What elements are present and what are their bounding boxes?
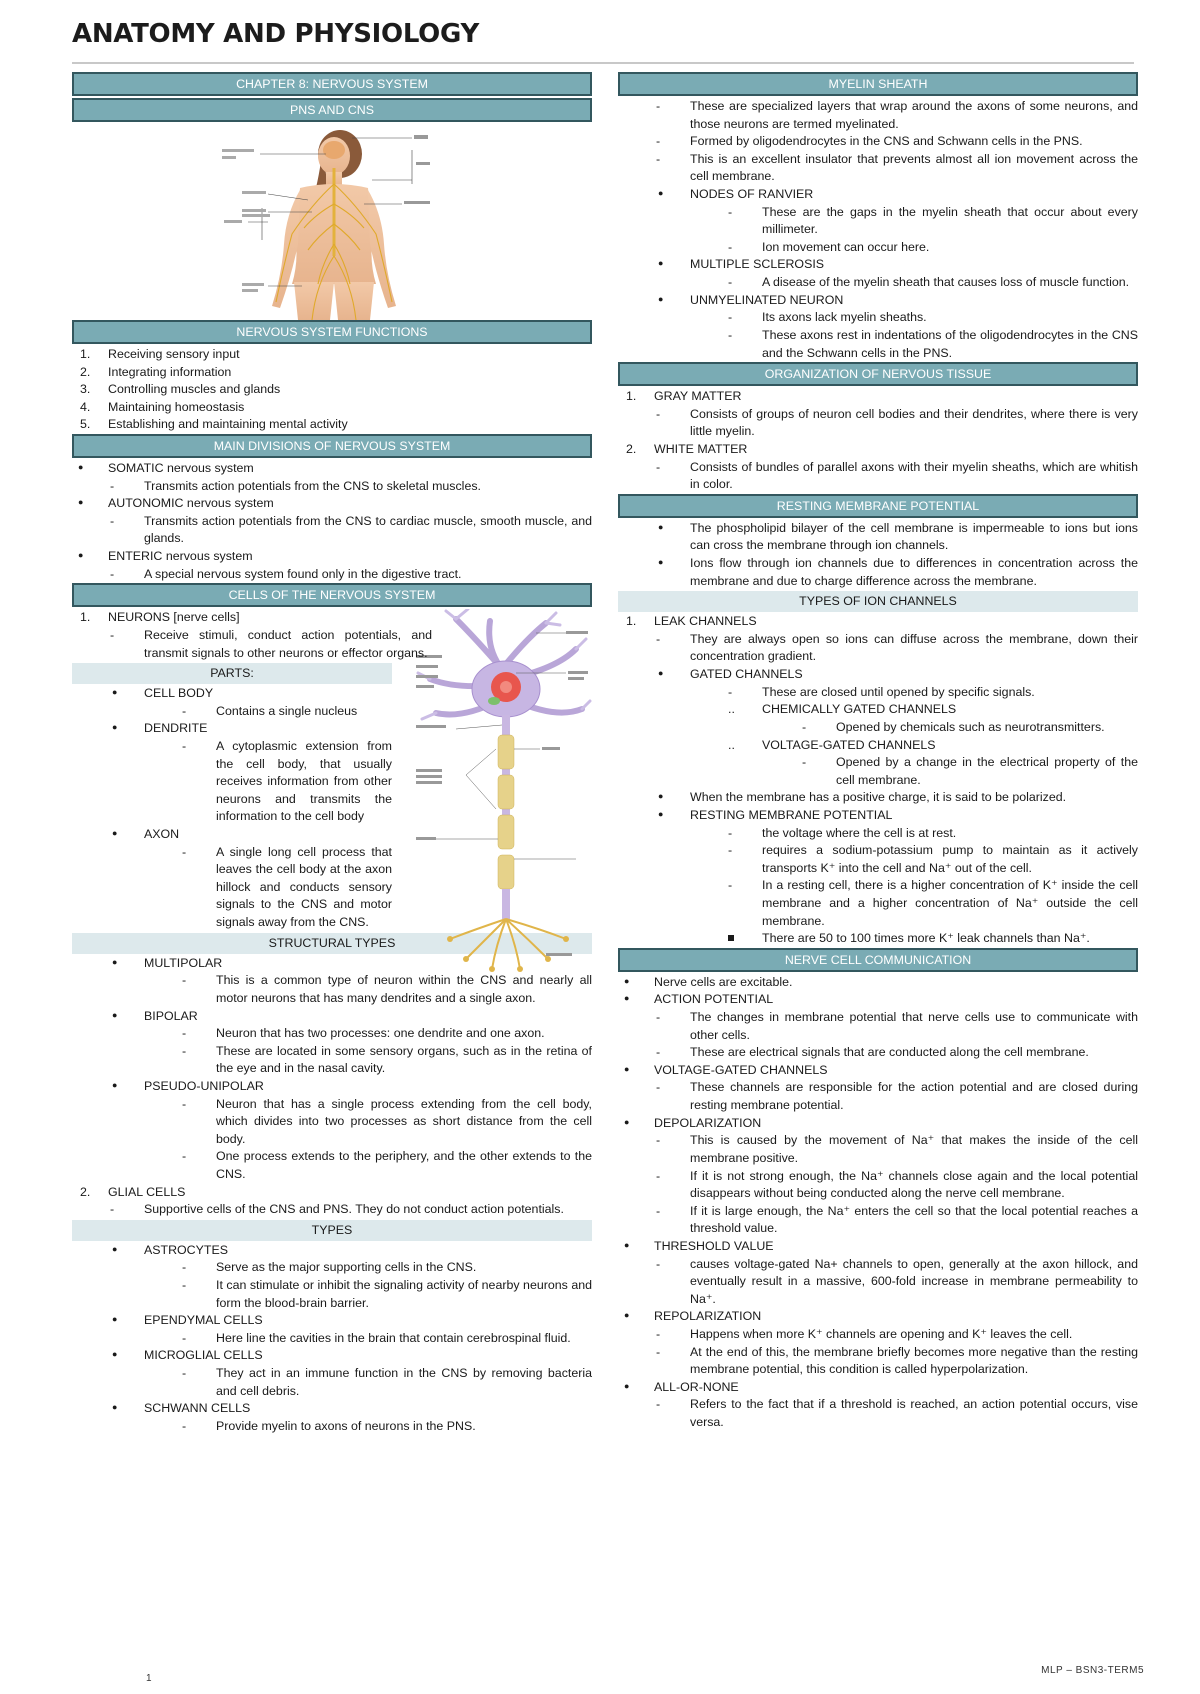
list-item (618, 151, 1138, 186)
list-text: Opened by a change in the electrical property of the cell membrane. (836, 755, 1138, 787)
list-number: 4. (80, 399, 91, 414)
list-item (618, 1379, 1138, 1397)
list-text: This is caused by the movement of Na⁺ that makes the inside of the cell membrane positive. (690, 1133, 1138, 1165)
list-text: Consists of bundles of parallel axons with their myelin sheaths, which are whitish in color. (690, 459, 1138, 492)
list-item (72, 703, 592, 721)
nervous-system-diagram (72, 124, 592, 320)
dash-icon: - (656, 1256, 661, 1271)
list-item (618, 309, 1138, 327)
list-item (618, 406, 1138, 441)
title-rule (72, 62, 1134, 64)
list-item (72, 1148, 592, 1183)
dash-icon: - (656, 1168, 661, 1183)
dash-icon: - (110, 1202, 115, 1217)
list-text: These are specialized layers that wrap around the axons of some neurons, and those neurons are termed myelinated. (690, 99, 1138, 131)
list-item (72, 1184, 592, 1202)
list-item (72, 381, 592, 399)
list-item (618, 684, 1138, 702)
dash-icon: - (656, 406, 661, 421)
pns-cns-header: PNS AND CNS (72, 98, 592, 122)
list-item (618, 631, 1138, 666)
list-item (72, 1347, 592, 1365)
dash-icon: - (728, 310, 733, 325)
types-header: TYPES (72, 1220, 592, 1241)
dash-icon: - (182, 1418, 187, 1433)
list-item (72, 1078, 592, 1096)
right-column (618, 72, 1138, 1432)
list-text: requires a sodium-potassium pump to maintain as it actively transports K⁺ into the cell and Na⁺ out of the cell. (762, 843, 1138, 875)
bullet-icon: ● (658, 258, 664, 269)
list-item (618, 555, 1138, 590)
list-item (72, 566, 592, 584)
dots-icon: .. (728, 702, 735, 717)
list-text: These are located in some sensory organs, such as in the retina of the eye and in the nasal cavity. (216, 1043, 592, 1076)
bullet-icon: ● (112, 722, 118, 733)
list-text: Opened by chemicals such as neurotransmitters. (836, 719, 1105, 734)
list-text: When the membrane has a positive charge, it is said to be polarized. (690, 790, 1067, 805)
dash-icon: - (182, 1096, 187, 1111)
list-text: A single long cell process that leaves the cell body at the axon hillock and conducts sensory signals to the CNS and motor signals away from the CNS. (216, 844, 392, 930)
list-item (618, 1396, 1138, 1431)
list-text: NODES OF RANVIER (690, 187, 814, 202)
bullet-icon: ● (112, 828, 118, 839)
list-item (72, 1330, 592, 1348)
list-text: Contains a single nucleus (216, 703, 358, 718)
bullet-icon: ● (112, 956, 118, 967)
bullet-icon: ● (112, 1009, 118, 1020)
list-text: causes voltage-gated Na+ channels to open, generally at the axon hillock, and eventually result in a massive, 600-fold increase in membrane permeability to Na⁺. (690, 1256, 1138, 1306)
list-text: Formed by oligodendrocytes in the CNS and Schwann cells in the PNS. (690, 134, 1083, 149)
list-item (618, 789, 1138, 807)
list-text: VOLTAGE-GATED CHANNELS (762, 737, 936, 752)
list-number: 2. (626, 441, 637, 456)
myelin-header: MYELIN SHEATH (618, 72, 1138, 96)
list-text: These are closed until opened by specific signals. (762, 684, 1035, 699)
list-text: If it is large enough, the Na⁺ enters the cell so that the local potential reaches a threshold value. (690, 1203, 1138, 1236)
list-text: They act in an immune function in the CNS by removing bacteria and cell debris. (216, 1366, 592, 1398)
dash-icon: - (656, 1010, 661, 1025)
list-item (72, 1242, 592, 1260)
list-item (72, 399, 592, 417)
list-item (618, 930, 1138, 948)
list-text: At the end of this, the membrane briefly becomes more negative than the resting membrane potential, this condition is called hyperpolarization. (690, 1344, 1138, 1377)
list-text: These are the gaps in the myelin sheath that occur about every millimeter. (762, 204, 1138, 237)
list-text: These axons rest in indentations of the oligodendrocytes in the CNS and the Schwann cells in the PNS. (762, 327, 1138, 360)
list-item (72, 1096, 592, 1149)
list-item (72, 1025, 592, 1043)
footer-course-code: MLP – BSN3-TERM5 (1041, 1665, 1144, 1676)
dash-icon: - (728, 239, 733, 254)
bullet-icon: ● (658, 521, 664, 532)
list-item (618, 204, 1138, 239)
list-text: Neuron that has two processes: one dendrite and one axon. (216, 1026, 545, 1041)
dash-icon: - (110, 513, 115, 528)
list-item (72, 548, 592, 566)
list-text: Consists of groups of neuron cell bodies and their dendrites, where there is very little myelin. (690, 406, 1138, 439)
page-title: ANATOMY AND PHYSIOLOGY (72, 19, 479, 49)
bullet-icon: ● (112, 1079, 118, 1090)
list-item (72, 1277, 592, 1312)
dash-icon: - (728, 684, 733, 699)
list-text: EPENDYMAL CELLS (144, 1313, 263, 1328)
list-text: There are 50 to 100 times more K⁺ leak channels than Na⁺. (762, 931, 1090, 946)
list-text: This is an excellent insulator that prevents almost all ion movement across the cell membrane. (690, 151, 1138, 184)
list-text: MICROGLIAL CELLS (144, 1348, 263, 1363)
bullet-icon: ● (658, 791, 664, 802)
bullet-icon: ● (78, 550, 84, 561)
list-item (72, 1008, 592, 1026)
list-item (618, 1203, 1138, 1238)
list-item (618, 754, 1138, 789)
list-item (72, 720, 592, 738)
dash-icon: - (182, 1026, 187, 1041)
list-number: 1. (80, 610, 91, 625)
list-text: In a resting cell, there is a higher concentration of K⁺ inside the cell membrane and a higher concentration of Na⁺ outside the cell membrane. (762, 878, 1138, 928)
list-item (72, 1259, 592, 1277)
list-item (618, 1308, 1138, 1326)
list-item (618, 292, 1138, 310)
list-text: Maintaining homeostasis (108, 399, 245, 414)
list-text: VOLTAGE-GATED CHANNELS (654, 1062, 828, 1077)
list-item (618, 1168, 1138, 1203)
list-item (72, 1418, 592, 1436)
functions-list (72, 346, 592, 434)
list-text: One process extends to the periphery, and the other extends to the CNS. (216, 1149, 592, 1181)
list-text: They are always open so ions can diffuse across the membrane, down their concentration gradient. (690, 631, 1138, 664)
bullet-icon: ● (112, 1314, 118, 1325)
list-text: The changes in membrane potential that nerve cells use to communicate with other cells. (690, 1010, 1138, 1042)
list-text: A cytoplasmic extension from the cell body, that usually receives information from other neurons and transmits the information to the cell body (216, 738, 392, 824)
list-item (72, 685, 592, 703)
list-text: Its axons lack myelin sheaths. (762, 310, 927, 325)
dash-icon: - (802, 755, 807, 770)
dots-icon: .. (728, 737, 735, 752)
dash-icon: - (182, 1366, 187, 1381)
list-text: These channels are responsible for the action potential and are closed during resting membrane potential. (690, 1080, 1138, 1113)
bullet-icon: ● (658, 293, 664, 304)
bullet-icon: ● (78, 497, 84, 508)
list-item (72, 495, 592, 513)
list-item (618, 133, 1138, 151)
square-bullet-icon (728, 935, 734, 941)
list-item (618, 1326, 1138, 1344)
list-number: 3. (80, 382, 91, 397)
dash-icon: - (110, 566, 115, 581)
list-item (618, 1256, 1138, 1309)
list-text: the voltage where the cell is at rest. (762, 825, 957, 840)
list-item (72, 478, 592, 496)
list-item (72, 844, 392, 932)
dash-icon: - (728, 204, 733, 219)
list-item (618, 1079, 1138, 1114)
list-text: Ion movement can occur here. (762, 239, 930, 254)
dash-icon: - (728, 843, 733, 858)
list-text: ASTROCYTES (144, 1242, 228, 1257)
list-text: Here line the cavities in the brain that contain cerebrospinal fluid. (216, 1330, 571, 1345)
dash-icon: - (182, 1149, 187, 1164)
list-text: This is a common type of neuron within the CNS and nearly all motor neurons that has many dendrites and a single axon. (216, 973, 592, 1005)
bullet-icon: ● (658, 557, 664, 568)
list-item (618, 520, 1138, 555)
dash-icon: - (656, 631, 661, 646)
list-text: AUTONOMIC nervous system (108, 496, 274, 511)
list-text: REPOLARIZATION (654, 1309, 762, 1324)
list-text: SCHWANN CELLS (144, 1401, 251, 1416)
list-item (618, 388, 1138, 406)
list-text: WHITE MATTER (654, 441, 748, 456)
dash-icon: - (656, 1080, 661, 1095)
bullet-icon: ● (624, 1239, 630, 1250)
list-text: A disease of the myelin sheath that causes loss of muscle function. (762, 275, 1130, 290)
list-text: BIPOLAR (144, 1008, 198, 1023)
list-text: DENDRITE (144, 721, 208, 736)
page-number: 1 (146, 1673, 152, 1684)
list-item (72, 609, 592, 627)
list-text: THRESHOLD VALUE (654, 1238, 774, 1253)
list-number: 1. (626, 389, 637, 404)
list-item (72, 1400, 592, 1418)
dash-icon: - (728, 878, 733, 893)
bullet-icon: ● (658, 808, 664, 819)
list-text: AXON (144, 827, 180, 842)
dash-icon: - (656, 1133, 661, 1148)
bullet-icon: ● (112, 687, 118, 698)
list-item (618, 1062, 1138, 1080)
list-text: Receiving sensory input (108, 347, 240, 361)
list-text: The phospholipid bilayer of the cell membrane is impermeable to ions but ions can cross the membrane through ion channels. (690, 520, 1138, 553)
dash-icon: - (110, 627, 115, 642)
dash-icon: - (182, 738, 187, 753)
list-item (618, 737, 1138, 755)
list-item (618, 441, 1138, 459)
list-item (618, 825, 1138, 843)
list-item (72, 416, 592, 434)
list-item (618, 991, 1138, 1009)
communication-header: NERVE CELL COMMUNICATION (618, 948, 1138, 972)
list-text: LEAK CHANNELS (654, 614, 757, 629)
cells-header: CELLS OF THE NERVOUS SYSTEM (72, 583, 592, 607)
list-text: MULTIPOLAR (144, 955, 223, 970)
list-text: NEURONS [nerve cells] (108, 610, 240, 625)
list-number: 1. (80, 347, 91, 361)
list-text: Establishing and maintaining mental activity (108, 417, 348, 432)
list-item (618, 974, 1138, 992)
bullet-icon: ● (658, 668, 664, 679)
list-item (72, 460, 592, 478)
list-text: Transmits action potentials from the CNS to cardiac muscle, smooth muscle, and glands. (144, 513, 592, 546)
list-text: Transmits action potentials from the CNS to skeletal muscles. (144, 478, 481, 493)
bullet-icon: ● (112, 1402, 118, 1413)
list-text: Provide myelin to axons of neurons in the PNS. (216, 1418, 476, 1433)
list-text: If it is not strong enough, the Na⁺ channels close again and the local potential disappears without being conducted along the nerve cell membrane. (690, 1168, 1138, 1201)
list-item (72, 955, 592, 973)
rmp-header: RESTING MEMBRANE POTENTIAL (618, 494, 1138, 518)
dash-icon: - (656, 1045, 661, 1060)
list-text: These are electrical signals that are conducted along the cell membrane. (690, 1045, 1089, 1060)
list-text: CHEMICALLY GATED CHANNELS (762, 702, 957, 717)
dash-icon: - (182, 973, 187, 988)
list-text: UNMYELINATED NEURON (690, 292, 844, 307)
list-item (72, 513, 592, 548)
dash-icon: - (656, 1344, 661, 1359)
list-item (72, 1312, 592, 1330)
bullet-icon: ● (624, 1116, 630, 1127)
dash-icon: - (656, 1397, 661, 1412)
dash-icon: - (182, 844, 187, 859)
list-item (72, 364, 592, 382)
list-text: SOMATIC nervous system (108, 461, 254, 476)
list-item (618, 459, 1138, 494)
dash-icon: - (110, 478, 115, 493)
list-item (618, 1009, 1138, 1044)
list-item (618, 807, 1138, 825)
ion-channels-header: TYPES OF ION CHANNELS (618, 591, 1138, 612)
list-item (618, 877, 1138, 930)
list-item (72, 826, 592, 844)
list-item (618, 256, 1138, 274)
list-text: Serve as the major supporting cells in the CNS. (216, 1260, 477, 1275)
structural-types-header: STRUCTURAL TYPES (72, 933, 592, 954)
dash-icon: - (182, 1043, 187, 1058)
bullet-icon: ● (624, 1310, 630, 1321)
list-item (72, 972, 592, 1007)
dash-icon: - (656, 151, 661, 166)
functions-header: NERVOUS SYSTEM FUNCTIONS (72, 320, 592, 344)
list-item (72, 1043, 592, 1078)
list-item (618, 98, 1138, 133)
list-text: ACTION POTENTIAL (654, 992, 774, 1007)
parts-header: PARTS: (72, 663, 392, 684)
dash-icon: - (802, 719, 807, 734)
dash-icon: - (182, 1330, 187, 1345)
bullet-icon: ● (112, 1243, 118, 1254)
list-text: GLIAL CELLS (108, 1184, 186, 1199)
list-item (618, 186, 1138, 204)
list-text: Supportive cells of the CNS and PNS. They do not conduct action potentials. (144, 1202, 564, 1217)
list-text: PSEUDO-UNIPOLAR (144, 1078, 264, 1093)
list-item (618, 1344, 1138, 1379)
dash-icon: - (182, 1278, 187, 1293)
list-item (618, 1238, 1138, 1256)
list-text: Receive stimuli, conduct action potentials, and transmit signals to other neurons or effector organs. (144, 627, 432, 660)
chapter-header: CHAPTER 8: NERVOUS SYSTEM (72, 72, 592, 96)
list-text: MULTIPLE SCLEROSIS (690, 257, 825, 272)
list-text: GATED CHANNELS (690, 667, 803, 682)
list-text: Refers to the fact that if a threshold is reached, an action potential occurs, vise versa. (690, 1397, 1138, 1430)
list-text: Nerve cells are excitable. (654, 974, 793, 989)
left-column (72, 72, 592, 1436)
organization-header: ORGANIZATION OF NERVOUS TISSUE (618, 362, 1138, 386)
list-text: DEPOLARIZATION (654, 1115, 762, 1130)
neuron-illustration (416, 609, 592, 975)
list-item (72, 1365, 592, 1400)
bullet-icon: ● (112, 1349, 118, 1360)
list-number: 2. (80, 1184, 91, 1199)
dash-icon: - (656, 1327, 661, 1341)
dash-icon: - (182, 1260, 187, 1275)
dash-icon: - (728, 327, 733, 342)
list-text: A special nervous system found only in the digestive tract. (144, 566, 462, 581)
list-item (618, 1115, 1138, 1133)
list-item (618, 719, 1138, 737)
list-number: 2. (80, 364, 91, 379)
list-text: Happens when more K⁺ channels are opening and K⁺ leaves the cell. (690, 1327, 1073, 1341)
dash-icon: - (656, 99, 661, 113)
list-number: 5. (80, 417, 91, 432)
dash-icon: - (728, 275, 733, 290)
bullet-icon: ● (78, 462, 84, 473)
list-item (618, 842, 1138, 877)
dash-icon: - (656, 459, 661, 474)
list-item (618, 666, 1138, 684)
list-item (618, 327, 1138, 362)
list-item (618, 239, 1138, 257)
dash-icon: - (182, 703, 187, 718)
list-text: Ions flow through ion channels due to differences in concentration across the membrane and due to charge difference across the membrane. (690, 556, 1138, 588)
list-item (72, 346, 592, 364)
list-item (618, 701, 1138, 719)
list-item (618, 1132, 1138, 1167)
bullet-icon: ● (624, 975, 630, 986)
list-text: GRAY MATTER (654, 389, 742, 404)
bullet-icon: ● (624, 993, 630, 1004)
list-text: RESTING MEMBRANE POTENTIAL (690, 807, 893, 822)
list-text: Neuron that has a single process extending from the cell body, which divides into two processes as short distance from the cell body. (216, 1096, 592, 1146)
list-item (618, 274, 1138, 292)
body-figure-illustration (72, 124, 592, 320)
list-item (72, 627, 432, 662)
list-text: Integrating information (108, 364, 232, 379)
list-text: Controlling muscles and glands (108, 382, 281, 397)
list-item (72, 1201, 592, 1219)
divisions-header: MAIN DIVISIONS OF NERVOUS SYSTEM (72, 434, 592, 458)
list-text: ENTERIC nervous system (108, 549, 253, 564)
list-number: 1. (626, 614, 637, 629)
bullet-icon: ● (624, 1380, 630, 1391)
list-text: ALL-OR-NONE (654, 1379, 739, 1394)
bullet-icon: ● (658, 188, 664, 199)
dash-icon: - (656, 134, 661, 149)
list-item (618, 613, 1138, 631)
list-text: CELL BODY (144, 686, 214, 701)
list-item (618, 1044, 1138, 1062)
neurons-section (72, 609, 592, 931)
bullet-icon: ● (624, 1063, 630, 1074)
dash-icon: - (728, 825, 733, 840)
dash-icon: - (656, 1203, 661, 1218)
list-item (72, 738, 392, 826)
list-text: It can stimulate or inhibit the signaling activity of nearby neurons and form the blood-brain barrier. (216, 1278, 592, 1310)
